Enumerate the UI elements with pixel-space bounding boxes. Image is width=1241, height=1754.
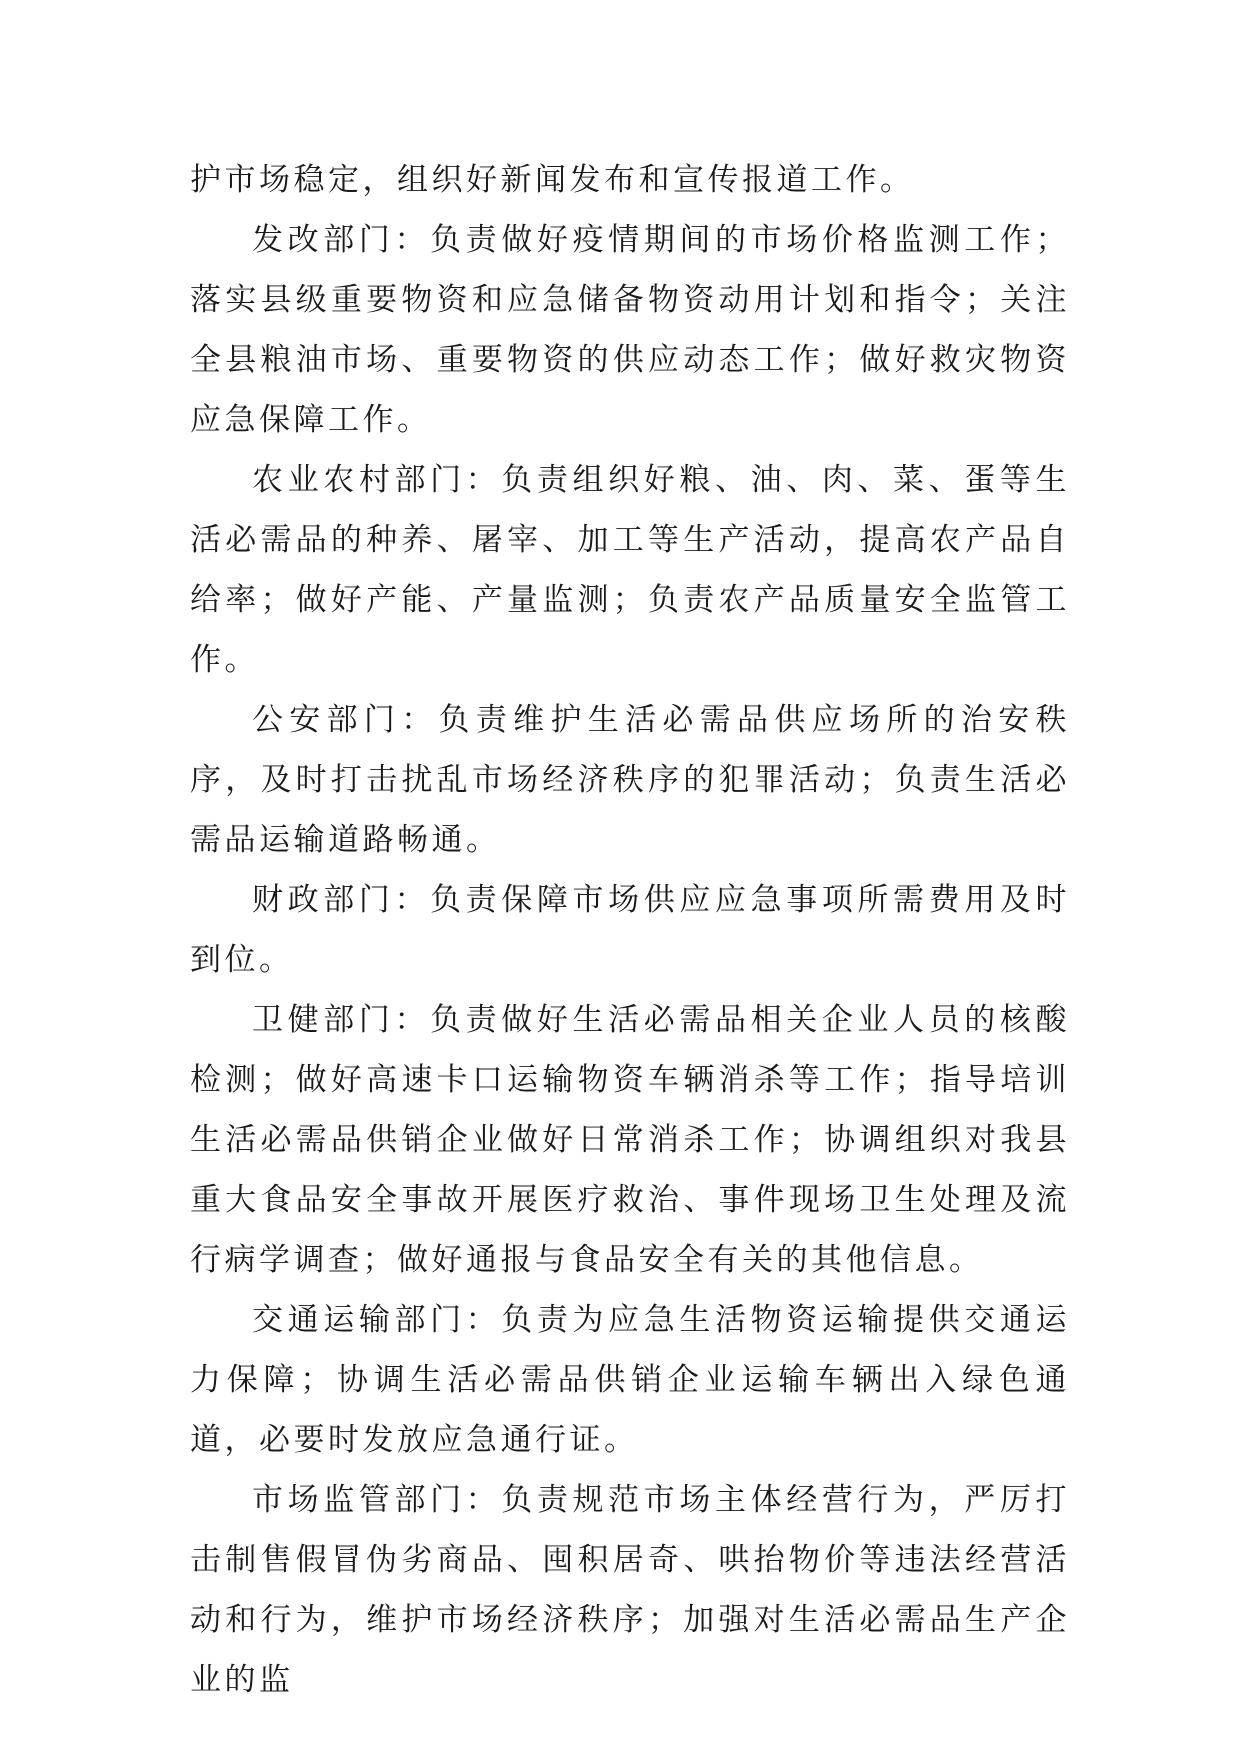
paragraph-agriculture: 农业农村部门：负责组织好粮、油、肉、菜、蛋等生活必需品的种养、屠宰、加工等生产活动，提高农产品自给率；做好产能、产量监测；负责农产品质量安全监管工作。 [190, 462, 1070, 678]
body-text [190, 150, 1070, 1710]
paragraph-development-reform: 发改部门：负责做好疫情期间的市场价格监测工作；落实县级重要物资和应急储备物资动用计划和指令；关注全县粮油市场、重要物资的供应动态工作；做好救灾物资应急保障工作。 [190, 222, 1070, 438]
paragraph-health: 卫健部门：负责做好生活必需品相关企业人员的核酸检测；做好高速卡口运输物资车辆消杀等工作；指导培训生活必需品供销企业做好日常消杀工作；协调组织对我县重大食品安全事故开展医疗救治、事件现场卫生处理及流行病学调查；做好通报与食品安全有关的其他信息。 [190, 1002, 1070, 1278]
paragraph-public-security: 公安部门：负责维护生活必需品供应场所的治安秩序，及时打击扰乱市场经济秩序的犯罪活动；负责生活必需品运输道路畅通。 [190, 702, 1070, 858]
paragraph-continuation: 护市场稳定，组织好新闻发布和宣传报道工作。 [190, 162, 915, 198]
paragraph-transport: 交通运输部门：负责为应急生活物资运输提供交通运力保障；协调生活必需品供销企业运输车辆出入绿色通道，必要时发放应急通行证。 [190, 1302, 1070, 1458]
paragraph-finance: 财政部门：负责保障市场供应应急事项所需费用及时到位。 [190, 882, 1070, 978]
paragraph-market-supervision: 市场监管部门：负责规范市场主体经营行为，严厉打击制售假冒伪劣商品、囤积居奇、哄抬物价等违法经营活动和行为，维护市场经济秩序；加强对生活必需品生产企业的监 [190, 1482, 1070, 1698]
